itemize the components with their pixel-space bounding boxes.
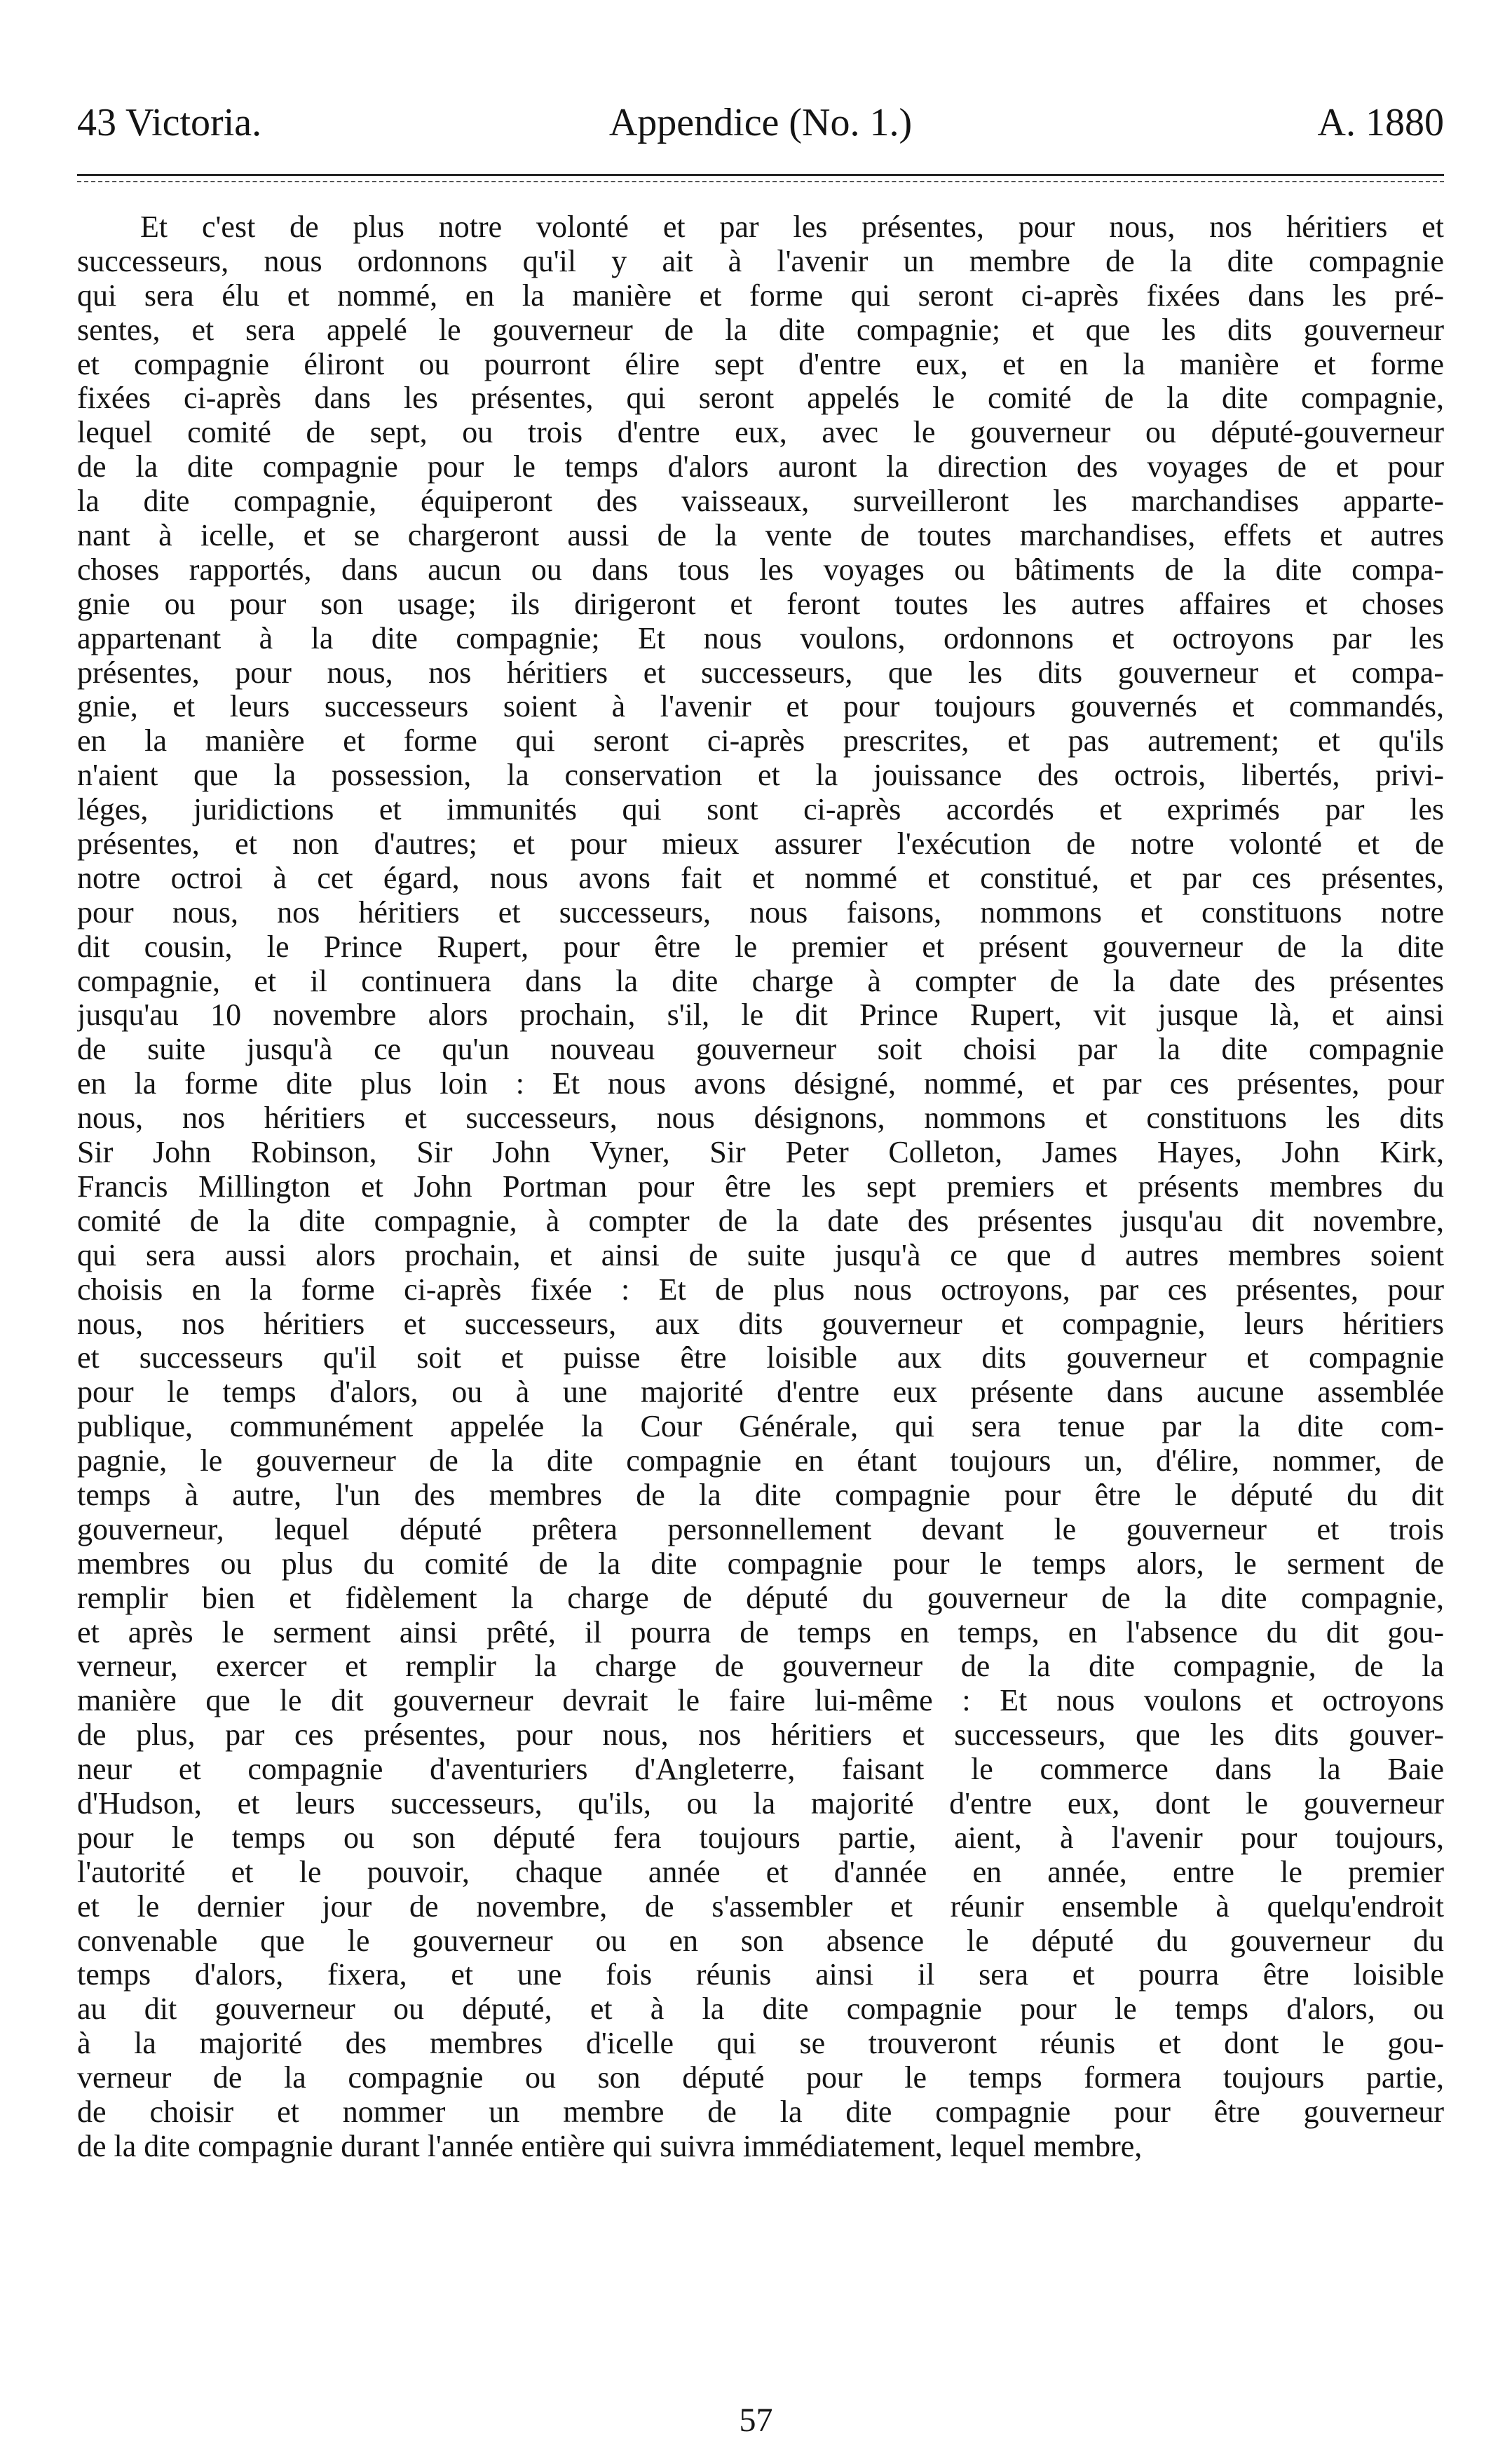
text-line: temps d'alors, fixera, et une fois réunis ainsi il sera et pourra être loisible [77, 1958, 1444, 1992]
text-line: qui sera élu et nommé, en la manière et forme qui seront ci-après fixées dans les pré- [77, 278, 1444, 313]
text-line: pour le temps ou son député fera toujours partie, aient, à l'avenir pour toujours, [77, 1821, 1444, 1855]
page-number: 57 [739, 2402, 773, 2439]
text-line: Sir John Robinson, Sir John Vyner, Sir Peter Colleton, James Hayes, John Kirk, [77, 1136, 1444, 1170]
text-line: en la forme dite plus loin : Et nous avons désigné, nommé, et par ces présentes, pour [77, 1067, 1444, 1101]
text-line: Et c'est de plus notre volonté et par les présentes, pour nous, nos héritiers et [140, 210, 1444, 244]
text-line: nous, nos héritiers et successeurs, aux dits gouverneur et compagnie, leurs héritiers [77, 1307, 1444, 1341]
text-line: comité de la dite compagnie, à compter de la date des présentes jusqu'au dit novembre, [77, 1204, 1444, 1238]
text-line: en la manière et forme qui seront ci-après prescrites, et pas autrement; et qu'ils [77, 724, 1444, 758]
text-line: membres ou plus du comité de la dite compagnie pour le temps alors, le serment de [77, 1546, 1444, 1581]
text-line: verneur de la compagnie ou son député pour le temps formera toujours partie, [77, 2061, 1444, 2095]
text-line: présentes, pour nous, nos héritiers et successeurs, que les dits gouverneur et compa- [77, 655, 1444, 690]
page-header [77, 98, 1444, 147]
text-line: convenable que le gouverneur ou en son absence le député du gouverneur du [77, 1924, 1444, 1958]
text-line: nant à icelle, et se chargeront aussi de la vente de toutes marchandises, effets et autres [77, 519, 1444, 553]
header-session: 43 Victoria. [77, 101, 262, 144]
text-line: léges, juridictions et immunités qui sont ci-après accordés et exprimés par les [77, 793, 1444, 827]
text-line: et le dernier jour de novembre, de s'assembler et réunir ensemble à quelqu'endroit [77, 1889, 1444, 1924]
text-line: de la dite compagnie durant l'année entière qui suivra immédiatement, lequel membre, [77, 2129, 1143, 2163]
header-rule [77, 174, 1444, 176]
header-year: A. 1880 [1317, 101, 1444, 144]
text-line: gouverneur, lequel député prêtera personnellement devant le gouverneur et trois [77, 1512, 1444, 1546]
text-line: qui sera aussi alors prochain, et ainsi de suite jusqu'à ce que d autres membres soient [77, 1238, 1444, 1272]
text-line: fixées ci-après dans les présentes, qui seront appelés le comité de la dite compagnie, [77, 381, 1444, 416]
text-line: remplir bien et fidèlement la charge de député du gouverneur de la dite compagnie, [77, 1581, 1444, 1615]
text-line: la dite compagnie, équiperont des vaisseaux, surveilleront les marchandises apparte- [77, 484, 1444, 519]
text-line: successeurs, nous ordonnons qu'il y ait à l'avenir un membre de la dite compagnie [77, 244, 1444, 278]
text-line: pour nous, nos héritiers et successeurs, nous faisons, nommons et constituons notre [77, 895, 1444, 930]
text-line: verneur, exercer et remplir la charge de gouverneur de la dite compagnie, de la [77, 1649, 1444, 1684]
text-line: de la dite compagnie pour le temps d'alors auront la direction des voyages de et pour [77, 450, 1444, 484]
text-line: pour le temps d'alors, ou à une majorité d'entre eux présente dans aucune assemblée [77, 1375, 1444, 1410]
text-line: publique, communément appelée la Cour Générale, qui sera tenue par la dite com- [77, 1410, 1444, 1444]
text-line: compagnie, et il continuera dans la dite charge à compter de la date des présentes [77, 964, 1444, 998]
text-line: appartenant à la dite compagnie; Et nous voulons, ordonnons et octroyons par les [77, 621, 1444, 655]
text-line: et successeurs qu'il soit et puisse être loisible aux dits gouverneur et compagnie [77, 1341, 1444, 1375]
text-line: nous, nos héritiers et successeurs, nous désignons, nommons et constituons les dits [77, 1101, 1444, 1136]
text-line: dit cousin, le Prince Rupert, pour être le premier et présent gouverneur de la dite [77, 930, 1444, 964]
text-line: pagnie, le gouverneur de la dite compagnie en étant toujours un, d'élire, nommer, de [77, 1444, 1444, 1478]
text-line: n'aient que la possession, la conservation et la jouissance des octrois, libertés, privi- [77, 758, 1444, 793]
text-line: manière que le dit gouverneur devrait le faire lui-même : Et nous voulons et octroyons [77, 1684, 1444, 1718]
text-line: de choisir et nommer un membre de la dite compagnie pour être gouverneur [77, 2095, 1444, 2129]
text-line: et après le serment ainsi prêté, il pourra de temps en temps, en l'absence du dit gou- [77, 1615, 1444, 1649]
header-appendix: Appendice (No. 1.) [608, 101, 913, 144]
text-line: d'Hudson, et leurs successeurs, qu'ils, ou la majorité d'entre eux, dont le gouverneur [77, 1786, 1444, 1821]
text-line: sentes, et sera appelé le gouverneur de la dite compagnie; et que les dits gouverneur [77, 313, 1444, 347]
body-text [77, 210, 1444, 2164]
header-rule-dashed [77, 181, 1444, 182]
text-line: gnie, et leurs successeurs soient à l'avenir et pour toujours gouvernés et commandés, [77, 690, 1444, 724]
text-line: Francis Millington et John Portman pour être les sept premiers et présents membres du [77, 1169, 1444, 1204]
text-line: gnie ou pour son usage; ils dirigeront et feront toutes les autres affaires et choses [77, 587, 1444, 621]
text-line: de plus, par ces présentes, pour nous, nos héritiers et successeurs, que les dits gouver- [77, 1718, 1444, 1753]
text-line: choses rapportés, dans aucun ou dans tous les voyages ou bâtiments de la dite compa- [77, 552, 1444, 587]
text-line: présentes, et non d'autres; et pour mieux assurer l'exécution de notre volonté et de [77, 827, 1444, 862]
text-line: et compagnie éliront ou pourront élire sept d'entre eux, et en la manière et forme [77, 347, 1444, 381]
text-line: neur et compagnie d'aventuriers d'Angleterre, faisant le commerce dans la Baie [77, 1753, 1444, 1787]
text-line: notre octroi à cet égard, nous avons fait et nommé et constitué, et par ces présentes, [77, 861, 1444, 895]
text-line: lequel comité de sept, ou trois d'entre eux, avec le gouverneur ou député-gouverneur [77, 416, 1444, 450]
text-line: temps à autre, l'un des membres de la dite compagnie pour être le député du dit [77, 1478, 1444, 1512]
text-line: jusqu'au 10 novembre alors prochain, s'il, le dit Prince Rupert, vit jusque là, et ainsi [77, 998, 1444, 1033]
text-line: choisis en la forme ci-après fixée : Et de plus nous octroyons, par ces présentes, pour [77, 1272, 1444, 1307]
text-line: de suite jusqu'à ce qu'un nouveau gouverneur soit choisi par la dite compagnie [77, 1033, 1444, 1067]
text-line: à la majorité des membres d'icelle qui se trouveront réunis et dont le gou- [77, 2027, 1444, 2061]
text-line: l'autorité et le pouvoir, chaque année et d'année en année, entre le premier [77, 1855, 1444, 1889]
text-line: au dit gouverneur ou député, et à la dite compagnie pour le temps d'alors, ou [77, 1992, 1444, 2027]
